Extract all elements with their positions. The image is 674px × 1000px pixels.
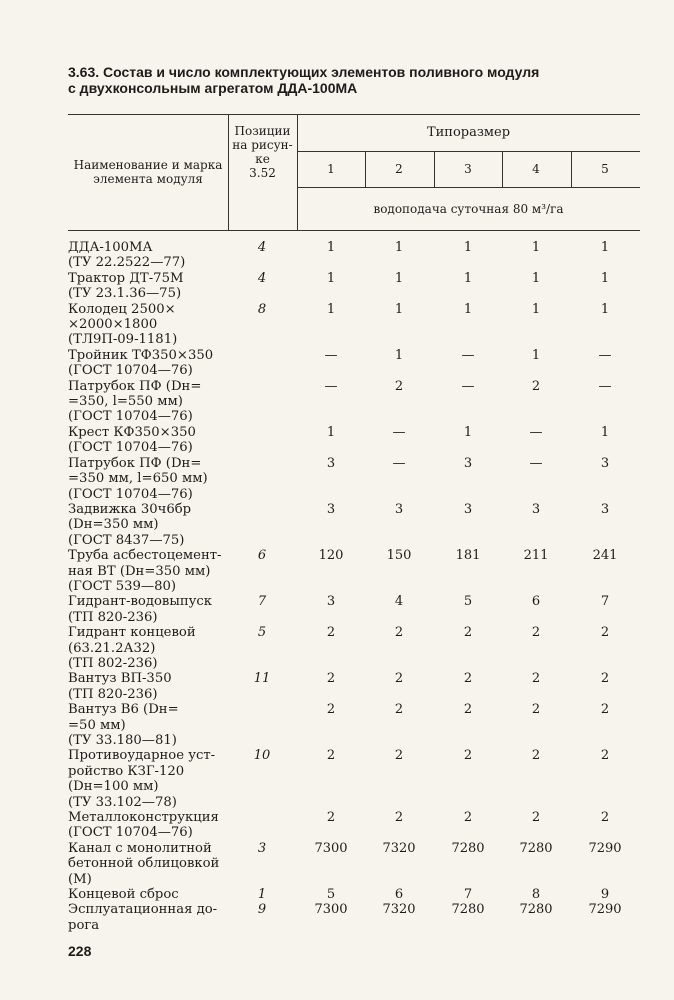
size-2-quantity: 2 xyxy=(394,702,404,718)
size-4-quantity: 2 xyxy=(531,378,541,394)
table-row xyxy=(68,502,642,548)
size-3-quantity: 5 xyxy=(463,594,473,610)
header-pos-line-4: 3.52 xyxy=(249,166,276,180)
size-2-quantity: 7320 xyxy=(382,840,416,856)
table-row xyxy=(68,810,642,841)
size-2-quantity: 4 xyxy=(394,594,404,610)
figure-position: 10 xyxy=(253,748,271,764)
element-name-line: Задвижка 30ч6бр xyxy=(68,501,192,517)
element-name xyxy=(68,348,228,379)
size-1-quantity: 3 xyxy=(326,501,336,517)
size-2-quantity: — xyxy=(392,455,406,471)
size-3-quantity: — xyxy=(461,378,475,394)
figure-position: 7 xyxy=(257,594,267,610)
size-1-quantity: 3 xyxy=(326,455,336,471)
table-row xyxy=(68,594,642,625)
size-3-quantity: 2 xyxy=(463,810,473,826)
table-row xyxy=(68,671,642,702)
size-1-quantity: 5 xyxy=(326,887,336,903)
header-top-rule xyxy=(68,114,640,115)
size-2-quantity: 2 xyxy=(394,671,404,687)
size-4-quantity: 1 xyxy=(531,301,541,317)
size-5-quantity: 7290 xyxy=(588,902,622,918)
figure-position: 8 xyxy=(257,301,267,317)
table-row xyxy=(68,379,642,425)
element-name-line: (ГОСТ 8437—75) xyxy=(68,532,185,548)
size-3-quantity: 7 xyxy=(463,887,473,903)
size-5-quantity: 7290 xyxy=(588,840,622,856)
size-1-quantity: 1 xyxy=(326,240,336,255)
element-name-line: (ГОСТ 10704—76) xyxy=(68,825,193,841)
size-2-quantity: 1 xyxy=(394,347,404,363)
size-1-quantity: 7300 xyxy=(314,840,348,856)
size-4-quantity: 2 xyxy=(531,810,541,826)
size-5-quantity: 2 xyxy=(600,702,610,718)
element-name-line: (ГОСТ 10704—76) xyxy=(68,486,193,502)
size-4-quantity: 2 xyxy=(531,702,541,718)
size-1-quantity: 2 xyxy=(326,810,336,826)
element-name-line: (ТУ 33.102—78) xyxy=(68,794,177,810)
header-pos-line-1: Позиции xyxy=(234,124,291,138)
size-5-quantity: 1 xyxy=(600,240,610,255)
size-1-quantity: 2 xyxy=(326,671,336,687)
figure-position: 1 xyxy=(257,887,267,903)
table-row xyxy=(68,302,642,348)
header-pos-line-2: на рисун- xyxy=(232,138,293,152)
element-name-line: Противоударное уст- xyxy=(68,748,216,764)
size-5-quantity: — xyxy=(598,378,612,394)
element-name-line: Гидрант-водовыпуск xyxy=(68,594,213,610)
size-3-quantity: 1 xyxy=(463,270,473,286)
header-name-line-1: Наименование и марка xyxy=(73,158,223,172)
element-name-line: (ТУ 22.2522—77) xyxy=(68,255,186,271)
element-name-line: Патрубок ПФ (Dн= xyxy=(68,455,202,471)
size-1-quantity: 3 xyxy=(326,594,336,610)
element-name xyxy=(68,271,228,302)
element-name-line: Концевой сброс xyxy=(68,887,179,903)
element-name-line: (ТУ 23.1.36—75) xyxy=(68,286,182,302)
table-row xyxy=(68,887,642,902)
size-5-quantity: 2 xyxy=(600,625,610,641)
size-3-quantity: 3 xyxy=(463,501,473,517)
size-number-1: 1 xyxy=(327,162,335,176)
element-name xyxy=(68,748,228,810)
element-name-line: (ГОСТ 539—80) xyxy=(68,578,177,594)
element-name-line: (Dн=100 мм) xyxy=(68,779,159,795)
table-row xyxy=(68,240,642,271)
header-water-supply: водоподача суточная 80 м³/га xyxy=(373,202,564,216)
size-3-quantity: 2 xyxy=(463,748,473,764)
size-2-quantity: 2 xyxy=(394,625,404,641)
element-name-line: Колодец 2500× xyxy=(68,301,176,317)
element-name-line: (ГОСТ 10704—76) xyxy=(68,363,193,379)
element-name-line: ройство КЗГ-120 xyxy=(68,763,185,779)
size-3-quantity: — xyxy=(461,347,475,363)
element-name-line: Патрубок ПФ (Dн= xyxy=(68,378,202,394)
table-row xyxy=(68,702,642,748)
header-size-label: Типоразмер xyxy=(426,125,511,140)
element-name-line: (ТУ 33.180—81) xyxy=(68,733,177,748)
element-name xyxy=(68,425,228,456)
element-name xyxy=(68,456,228,502)
element-name xyxy=(68,902,228,933)
figure-position: 5 xyxy=(257,625,267,641)
element-name-line: Канал с монолитной xyxy=(68,840,212,856)
size-2-quantity: 3 xyxy=(394,501,404,517)
element-name-line: (ТЛ9П-09-1181) xyxy=(68,332,178,348)
size-5-quantity: 2 xyxy=(600,810,610,826)
figure-position: 6 xyxy=(257,548,267,564)
size-5-quantity: 241 xyxy=(592,548,618,564)
size-5-quantity: 3 xyxy=(600,455,610,471)
size-3-quantity: 7280 xyxy=(451,840,485,856)
size-1-quantity: 7300 xyxy=(314,902,348,918)
figure-position: 4 xyxy=(257,240,267,255)
table-row xyxy=(68,748,642,810)
size-5-quantity: 3 xyxy=(600,501,610,517)
header-position-column xyxy=(228,124,297,180)
size-4-quantity: 2 xyxy=(531,625,541,641)
element-name xyxy=(68,302,228,348)
size-2-quantity: 2 xyxy=(394,810,404,826)
table-row xyxy=(68,841,642,887)
header-name-line-2: элемента модуля xyxy=(93,172,203,186)
element-name xyxy=(68,379,228,425)
size-2-quantity: — xyxy=(392,424,406,440)
size-4-quantity: 7280 xyxy=(519,902,553,918)
size-2-quantity: 6 xyxy=(394,887,404,903)
element-name-line: =50 мм) xyxy=(68,717,126,733)
size-4-quantity: — xyxy=(529,424,543,440)
size-5-quantity: 1 xyxy=(600,301,610,317)
size-4-quantity: 6 xyxy=(531,594,541,610)
element-name-line: (ГОСТ 10704—76) xyxy=(68,440,193,456)
element-name xyxy=(68,702,228,748)
table-row xyxy=(68,548,642,594)
size-label-rule xyxy=(297,151,640,152)
element-name-line: Крест КФ350×350 xyxy=(68,424,196,440)
element-name-line: (63.21.2А32) xyxy=(68,640,156,656)
size-1-quantity: 2 xyxy=(326,625,336,641)
size-4-quantity: 3 xyxy=(531,501,541,517)
size-number-5: 5 xyxy=(601,162,609,176)
size-3-quantity: 1 xyxy=(463,424,473,440)
size-4-quantity: 7280 xyxy=(519,840,553,856)
size-5-quantity: 1 xyxy=(600,270,610,286)
size-2-quantity: 150 xyxy=(386,548,412,564)
element-name-line: ДДА-100МА xyxy=(68,240,153,255)
size-2-quantity: 2 xyxy=(394,748,404,764)
element-name-line: Вантуз ВП-350 xyxy=(68,671,172,687)
element-name xyxy=(68,594,228,625)
size-number-4: 4 xyxy=(532,162,540,176)
element-name-line: Тройник ТФ350×350 xyxy=(68,347,214,363)
element-name-line: (ГОСТ 10704—76) xyxy=(68,409,193,425)
size-4-quantity: 8 xyxy=(531,887,541,903)
element-name xyxy=(68,887,228,902)
element-name-line: Трактор ДТ-75М xyxy=(68,270,184,286)
size-2-quantity: 1 xyxy=(394,240,404,255)
figure-position: 3 xyxy=(257,840,267,856)
size-1-quantity: 1 xyxy=(326,270,336,286)
header-pos-line-3: ке xyxy=(255,152,270,166)
element-name xyxy=(68,671,228,702)
table-title-line-2: с двухконсольным агрегатом ДДА-100МА xyxy=(68,80,358,96)
header-bottom-rule xyxy=(68,230,640,231)
size-number-3: 3 xyxy=(464,162,472,176)
element-name xyxy=(68,625,228,671)
size-5-quantity: 1 xyxy=(600,424,610,440)
element-name xyxy=(68,810,228,841)
size-3-quantity: 2 xyxy=(463,625,473,641)
size-4-quantity: 2 xyxy=(531,748,541,764)
page-number: 228 xyxy=(68,943,92,959)
element-name-line: ×2000×1800 xyxy=(68,317,158,333)
size-5-quantity: 2 xyxy=(600,748,610,764)
size-3-quantity: 181 xyxy=(455,548,481,564)
size-4-quantity: 1 xyxy=(531,347,541,363)
table-row xyxy=(68,348,642,379)
size-3-quantity: 2 xyxy=(463,702,473,718)
size-3-quantity: 2 xyxy=(463,671,473,687)
size-5-quantity: 2 xyxy=(600,671,610,687)
size-3-quantity: 1 xyxy=(463,240,473,255)
element-name xyxy=(68,841,228,887)
size-number-2: 2 xyxy=(395,162,403,176)
element-name-line: Металлоконструкция xyxy=(68,810,219,826)
table-body xyxy=(68,240,642,933)
size-4-quantity: 1 xyxy=(531,270,541,286)
size-4-quantity: 2 xyxy=(531,671,541,687)
table-row xyxy=(68,271,642,302)
element-name-line: (М) xyxy=(68,871,92,887)
element-name-line: =350, l=550 мм) xyxy=(68,394,183,410)
element-name-line: Труба асбестоцемент- xyxy=(68,548,222,564)
figure-position: 9 xyxy=(257,902,267,918)
element-name-line: =350 мм, l=650 мм) xyxy=(68,471,208,487)
element-name-line: бетонной облицовкой xyxy=(68,856,220,872)
size-2-quantity: 2 xyxy=(394,378,404,394)
figure-position: 11 xyxy=(253,671,271,687)
table-row xyxy=(68,902,642,933)
size-4-quantity: — xyxy=(529,455,543,471)
element-name-line: (ТП 802-236) xyxy=(68,655,158,671)
element-name-line: Вантуз В6 (Dн= xyxy=(68,702,179,718)
size-2-quantity: 1 xyxy=(394,301,404,317)
size-4-quantity: 211 xyxy=(523,548,549,564)
table-title xyxy=(68,64,608,96)
element-name-line: (ТП 820-236) xyxy=(68,609,158,625)
element-name-line: Гидрант концевой xyxy=(68,625,196,641)
size-3-quantity: 7280 xyxy=(451,902,485,918)
element-name-line: Эсплуатационная до- xyxy=(68,902,218,918)
element-name-line: ная ВТ (Dн=350 мм) xyxy=(68,563,211,579)
size-4-quantity: 1 xyxy=(531,240,541,255)
element-name-line: рога xyxy=(68,917,100,933)
size-2-quantity: 7320 xyxy=(382,902,416,918)
size-3-quantity: 1 xyxy=(463,301,473,317)
element-name xyxy=(68,502,228,548)
element-name xyxy=(68,240,228,271)
element-name-line: (ТП 820-236) xyxy=(68,686,158,702)
element-name xyxy=(68,548,228,594)
size-1-quantity: 120 xyxy=(318,548,344,564)
header-name-column xyxy=(68,158,228,186)
figure-position: 4 xyxy=(257,270,267,286)
size-5-quantity: 9 xyxy=(600,887,610,903)
size-1-quantity: 1 xyxy=(326,424,336,440)
size-5-quantity: — xyxy=(598,347,612,363)
size-2-quantity: 1 xyxy=(394,270,404,286)
size-1-quantity: 1 xyxy=(326,301,336,317)
size-5-quantity: 7 xyxy=(600,594,610,610)
size-1-quantity: — xyxy=(324,378,338,394)
size-1-quantity: — xyxy=(324,347,338,363)
size-number-rule xyxy=(297,187,640,188)
element-name-line: (Dн=350 мм) xyxy=(68,517,159,533)
size-1-quantity: 2 xyxy=(326,748,336,764)
table-row xyxy=(68,625,642,671)
size-1-quantity: 2 xyxy=(326,702,336,718)
size-3-quantity: 3 xyxy=(463,455,473,471)
table-title-line-1: 3.63. Состав и число комплектующих элементов поливного модуля xyxy=(68,64,540,80)
table-row xyxy=(68,456,642,502)
table-row xyxy=(68,425,642,456)
